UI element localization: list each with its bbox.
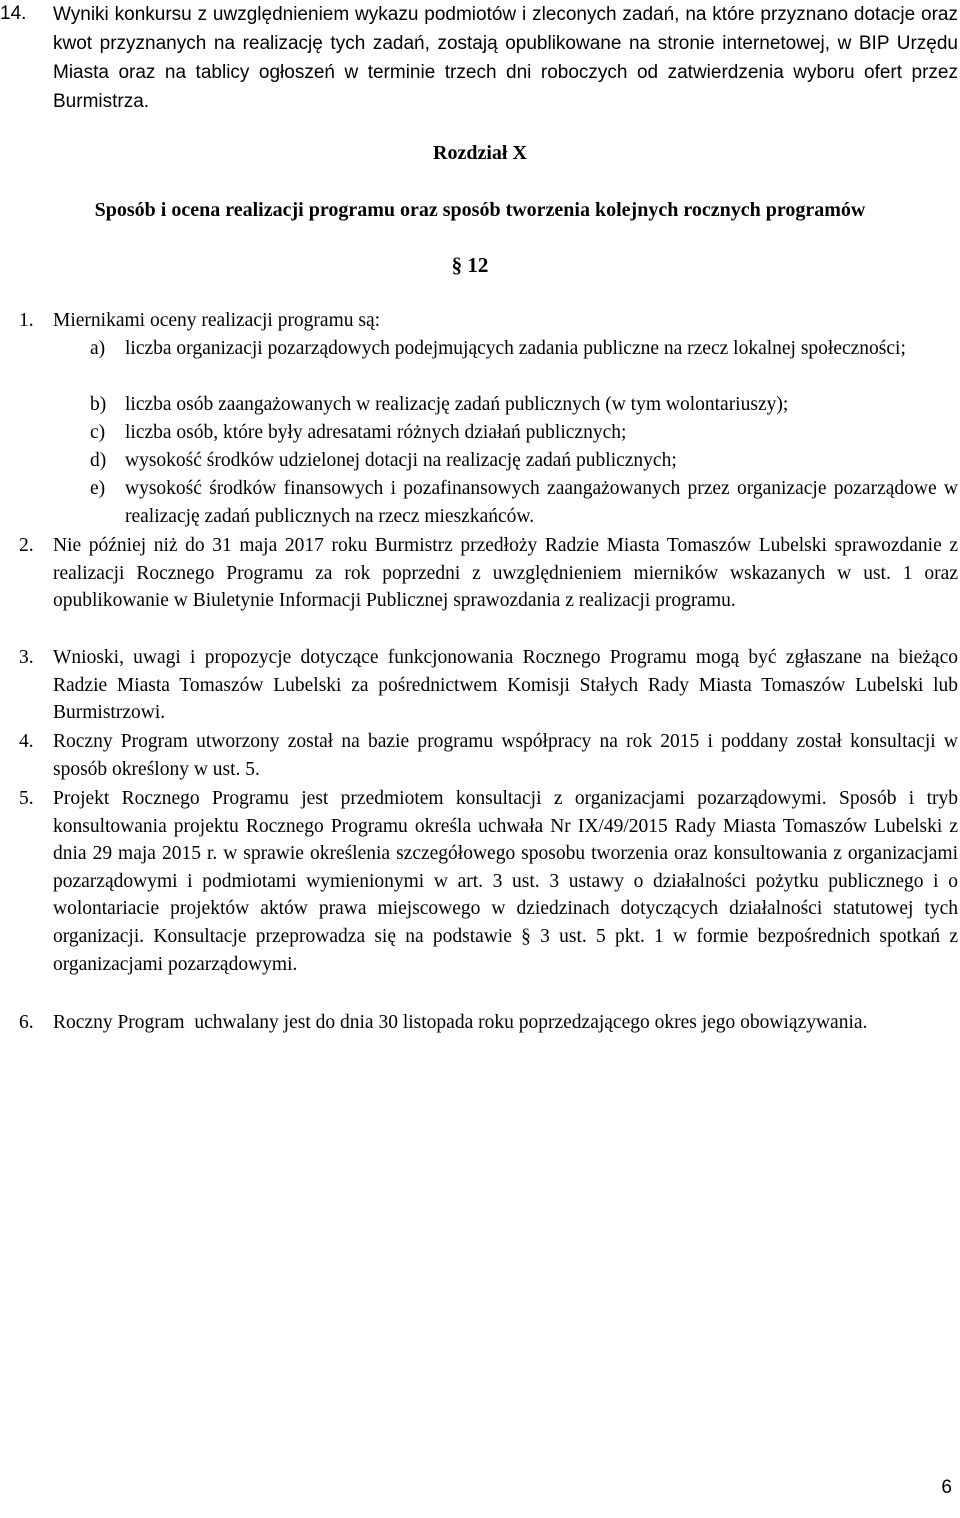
item-text: Nie później niż do 31 maja 2017 roku Burmistrz przedłoży Radzie Miasta Tomaszów Lubelski sprawozdanie z realizacji Rocznego Programu za rok poprzedni z uwzględnieniem mierników wskazanych w ust. 1 oraz opublikowanie w Biuletynie Informacji Publicznej sprawozdania z realizacji programu. [53,535,958,612]
chapter-title: Rozdział X [433,142,527,164]
item-text: Miernikami oceny realizacji programu są: [53,310,381,331]
paragraph-mark: § 12 [451,253,489,277]
item-number: 2. [19,535,34,556]
subitem-text: liczba osób, które były adresatami różnych działań publicznych; [125,422,627,443]
item-number: 5. [19,788,34,809]
item-number: 14. [0,3,27,24]
subitem-letter: a) [90,338,106,359]
item-number: 1. [19,310,34,331]
item-text: Wyniki konkursu z uwzględnieniem wykazu podmiotów i zleconych zadań, na które przyznano dotacje oraz kwot przyznanych na realizację tych zadań, zostają opublikowane na stronie internetowej, w BIP Urzędu Miasta oraz na tablicy ogłoszeń w terminie trzech dni roboczych od zatwierdzenia wyboru ofert przez Burmistrza. [53,4,958,112]
item-text: Projekt Rocznego Programu jest przedmiotem konsultacji z organizacjami pozarządowymi. Sposób i tryb konsultowania projektu Rocznego Programu określa uchwała Nr IX/49/2015 Rady Miasta Tomaszów Lubelski z dnia 29 maja 2015 r. w sprawie określenia szczegółowego sposobu tworzenia oraz konsultowania z organizacjami pozarządowymi i podmiotami wymienionymi w art. 3 ust. 3 ustawy o działalności pożytku publicznego i o wolontariacie projektów aktów prawa miejscowego w dziedzinach dotyczących działalności statutowej tych organizacji. Konsultacje przeprowadza się na podstawie § 3 ust. 5 pkt. 1 w formie bezpośrednich spotkań z organizacjami pozarządowymi. [53,788,958,975]
page-number: 6 [941,1477,952,1499]
item-number: 4. [19,731,34,752]
subitem-letter: e) [90,478,106,499]
item-text: Roczny Program utworzony został na bazie programu współpracy na rok 2015 i poddany został konsultacji w sposób określony w ust. 5. [53,731,958,780]
subitem-letter: d) [90,450,107,471]
subitem-text: wysokość środków finansowych i pozafinansowych zaangażowanych przez organizacje pozarządowe w realizację zadań publicznych na rzecz mieszkańców. [125,478,958,527]
item-text: Roczny Program uchwalany jest do dnia 30 listopada roku poprzedzającego okres jego obowiązywania. [53,1012,868,1033]
item-number: 6. [19,1012,34,1033]
subitem-letter: b) [90,394,107,415]
subitem-text: liczba osób zaangażowanych w realizację zadań publicznych (w tym wolontariuszy); [125,394,789,415]
subitem-letter: c) [90,422,106,443]
item-number: 3. [19,647,34,668]
subitem-text: liczba organizacji pozarządowych podejmujących zadania publiczne na rzecz lokalnej społeczności; [125,338,906,359]
chapter-subtitle: Sposób i ocena realizacji programu oraz sposób tworzenia kolejnych rocznych programów [94,199,866,221]
subitem-text: wysokość środków udzielonej dotacji na realizację zadań publicznych; [125,450,677,471]
item-text: Wnioski, uwagi i propozycje dotyczące funkcjonowania Rocznego Programu mogą być zgłaszane na bieżąco Radzie Miasta Tomaszów Lubelski za pośrednictwem Komisji Stałych Rady Miasta Tomaszów Lubelski lub Burmistrzowi. [53,647,958,724]
